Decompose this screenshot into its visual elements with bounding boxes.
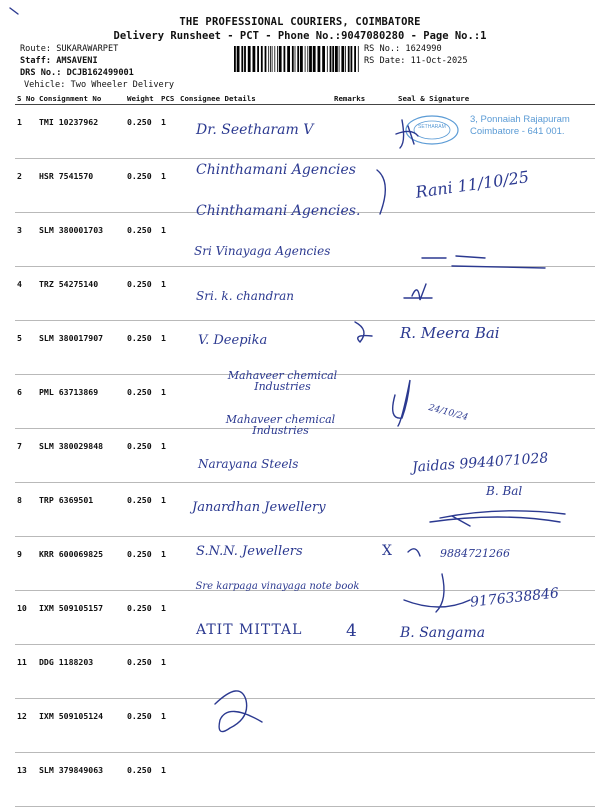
row-consignee-cell: [178, 375, 332, 429]
staff-label: Staff:: [20, 56, 52, 66]
hw-consignee-9: Narayana Steels: [198, 457, 299, 471]
row-remarks-cell: [332, 213, 384, 267]
row-consignment-no: IXM 509105124: [37, 699, 125, 753]
hw-consignee-10: Janardhan Jewellery: [192, 500, 326, 515]
row-consignee-cell: [178, 483, 332, 537]
hw-signature-row12: 9176338846: [469, 585, 560, 611]
hw-consignee-6: V. Deepika: [198, 333, 268, 348]
row-weight: 0.250: [125, 645, 159, 699]
rs-number-line: [364, 44, 442, 54]
hw-consignee-3: Chinthamani Agencies.: [196, 203, 361, 219]
col-header-seal: Seal & Signature: [384, 93, 595, 105]
col-header-consignee: Consignee Details: [178, 93, 332, 105]
hw-signature-row11: 9884721266: [440, 547, 510, 560]
table-row: [15, 321, 595, 375]
row-consignment-no: TRP 6369501: [37, 483, 125, 537]
row-sno: 8: [15, 483, 37, 537]
row-weight: 0.250: [125, 537, 159, 591]
row-weight: 0.250: [125, 105, 159, 159]
row-weight: 0.250: [125, 753, 159, 807]
row-weight: 0.250: [125, 159, 159, 213]
row-remarks-cell: [332, 699, 384, 753]
row-remarks-cell: [332, 483, 384, 537]
row-consignment-no: SLM 380017907: [37, 321, 125, 375]
row-consignee-cell: [178, 591, 332, 645]
row-remarks-cell: [332, 267, 384, 321]
row-sno: 7: [15, 429, 37, 483]
row-sno: 5: [15, 321, 37, 375]
hw-consignee-12: Sre karpaga vinayaga note book: [195, 581, 360, 592]
row-pcs: 1: [159, 321, 178, 375]
row-remarks-cell: [332, 645, 384, 699]
row-consignment-no: DDG 1188203: [37, 645, 125, 699]
route-line: [20, 44, 118, 54]
rs-no-label: RS No.:: [364, 44, 401, 54]
row-consignment-no: KRR 600069825: [37, 537, 125, 591]
stamp-address-line2: Coimbatore - 641 001.: [470, 126, 565, 137]
hw-signature-row10: B. Bal: [486, 484, 523, 498]
hw-consignee-4: Sri Vinayaga Agencies: [194, 244, 331, 258]
row-weight: 0.250: [125, 429, 159, 483]
row-remarks-cell: [332, 537, 384, 591]
col-header-pcs: PCS: [159, 93, 178, 105]
row-weight: 0.250: [125, 267, 159, 321]
route-label: Route:: [20, 44, 52, 54]
vehicle-line: [24, 80, 174, 90]
row-pcs: 1: [159, 753, 178, 807]
row-remarks-cell: [332, 753, 384, 807]
row-weight: 0.250: [125, 483, 159, 537]
rs-no-value: 1624990: [405, 44, 442, 54]
hw-remark-row13: 4: [346, 621, 357, 641]
row-sno: 9: [15, 537, 37, 591]
hw-consignee-1: Dr. Seetharam V: [196, 122, 314, 138]
row-sno: 4: [15, 267, 37, 321]
col-header-weight: Weight: [125, 93, 159, 105]
row-sno: 6: [15, 375, 37, 429]
row-consignee-cell: [178, 321, 332, 375]
row-signature-cell: [384, 429, 595, 483]
row-signature-cell: [384, 753, 595, 807]
row-consignee-cell: [178, 699, 332, 753]
table-row: [15, 267, 595, 321]
row-pcs: 1: [159, 375, 178, 429]
row-consignment-no: TMI 10237962: [37, 105, 125, 159]
row-sno: 10: [15, 591, 37, 645]
row-consignee-cell: [178, 753, 332, 807]
row-consignment-no: HSR 7541570: [37, 159, 125, 213]
row-signature-cell: [384, 537, 595, 591]
rs-date-value: 11-Oct-2025: [410, 56, 468, 66]
row-remarks-cell: [332, 375, 384, 429]
row-pcs: 1: [159, 213, 178, 267]
drs-label: DRS No.:: [20, 68, 62, 78]
row-consignment-no: SLM 380029848: [37, 429, 125, 483]
row-consignee-cell: [178, 537, 332, 591]
hw-consignee-7: Mahaveer chemical Industries: [227, 369, 338, 393]
row-remarks-cell: [332, 429, 384, 483]
row-signature-cell: [384, 159, 595, 213]
row-sno: 3: [15, 213, 37, 267]
col-header-consignment: Consignment No: [37, 93, 125, 105]
stamp-address-line1: 3, Ponnaiah Rajapuram: [470, 114, 570, 125]
row-consignee-cell: [178, 159, 332, 213]
hw-signature-row9: Jaidas 9944071028: [411, 450, 549, 476]
row-consignee-cell: [178, 267, 332, 321]
row-consignment-no: IXM 509105157: [37, 591, 125, 645]
hw-consignee-8: Mahaveer chemical Industries: [225, 413, 336, 437]
hw-signature-row13: B. Sangama: [400, 625, 486, 641]
row-consignee-cell: [178, 645, 332, 699]
row-pcs: 1: [159, 645, 178, 699]
row-consignee-cell: [178, 213, 332, 267]
drs-value: DCJB162499001: [66, 68, 134, 78]
vehicle-label: Vehicle:: [24, 80, 66, 90]
row-weight: 0.250: [125, 213, 159, 267]
hw-signature-row6: R. Meera Bai: [400, 324, 500, 342]
row-signature-cell: [384, 699, 595, 753]
row-pcs: 1: [159, 105, 178, 159]
runsheet-table: [15, 93, 595, 807]
row-remarks-cell: [332, 591, 384, 645]
hw-remark-row11: X: [382, 543, 392, 559]
table-row: [15, 645, 595, 699]
hw-signature-row8: 24/10/24: [427, 402, 470, 424]
row-pcs: 1: [159, 267, 178, 321]
row-sno: 1: [15, 105, 37, 159]
hw-consignee-5: Sri. k. chandran: [196, 289, 294, 303]
runsheet-subtitle: Delivery Runsheet - PCT - Phone No.:9047080280 - Page No.:1: [113, 30, 487, 42]
row-pcs: 1: [159, 483, 178, 537]
row-sno: 2: [15, 159, 37, 213]
vehicle-value: Two Wheeler Delivery: [70, 80, 175, 90]
table-row: [15, 375, 595, 429]
table-row: [15, 483, 595, 537]
row-weight: 0.250: [125, 321, 159, 375]
row-signature-cell: [384, 267, 595, 321]
row-remarks-cell: [332, 321, 384, 375]
table-row: [15, 213, 595, 267]
drs-line: [20, 68, 134, 78]
staff-line: [20, 56, 98, 66]
row-remarks-cell: [332, 105, 384, 159]
col-header-sno: S No: [15, 93, 37, 105]
hw-consignee-2: Chinthamani Agencies: [196, 162, 356, 178]
row-signature-cell: [384, 591, 595, 645]
row-consignment-no: SLM 380001703: [37, 213, 125, 267]
stamp-brand: SETHARAM: [418, 124, 446, 130]
table-row: [15, 429, 595, 483]
row-pcs: 1: [159, 159, 178, 213]
company-title: THE PROFESSIONAL COURIERS, COIMBATORE: [179, 16, 421, 28]
row-sno: 12: [15, 699, 37, 753]
row-pcs: 1: [159, 699, 178, 753]
row-sno: 11: [15, 645, 37, 699]
table-row: [15, 699, 595, 753]
row-weight: 0.250: [125, 375, 159, 429]
row-signature-cell: [384, 375, 595, 429]
row-sno: 13: [15, 753, 37, 807]
rs-date-label: RS Date:: [364, 56, 406, 66]
table-row: [15, 591, 595, 645]
col-header-remarks: Remarks: [332, 93, 384, 105]
table-row: [15, 753, 595, 807]
row-consignee-cell: [178, 105, 332, 159]
row-consignment-no: SLM 379849063: [37, 753, 125, 807]
row-consignment-no: TRZ 54275140: [37, 267, 125, 321]
hw-signature-row3: Rani 11/10/25: [414, 167, 531, 202]
table-row: [15, 159, 595, 213]
row-pcs: 1: [159, 591, 178, 645]
row-remarks-cell: [332, 159, 384, 213]
staff-value: AMSAVENI: [56, 56, 98, 66]
table-header-row: [15, 93, 595, 105]
row-pcs: 1: [159, 537, 178, 591]
hw-consignee-11: S.N.N. Jewellers: [196, 544, 303, 559]
hw-consignee-13: ATIT MITTAL: [196, 622, 303, 638]
row-consignment-no: PML 63713869: [37, 375, 125, 429]
rs-date-line: [364, 56, 468, 66]
row-signature-cell: [384, 321, 595, 375]
row-weight: 0.250: [125, 591, 159, 645]
table-row: [15, 537, 595, 591]
row-signature-cell: [384, 645, 595, 699]
row-signature-cell: [384, 213, 595, 267]
row-pcs: 1: [159, 429, 178, 483]
row-signature-cell: [384, 483, 595, 537]
row-weight: 0.250: [125, 699, 159, 753]
route-value: SUKARAWARPET: [56, 44, 119, 54]
barcode-image: [233, 46, 360, 72]
row-consignee-cell: [178, 429, 332, 483]
